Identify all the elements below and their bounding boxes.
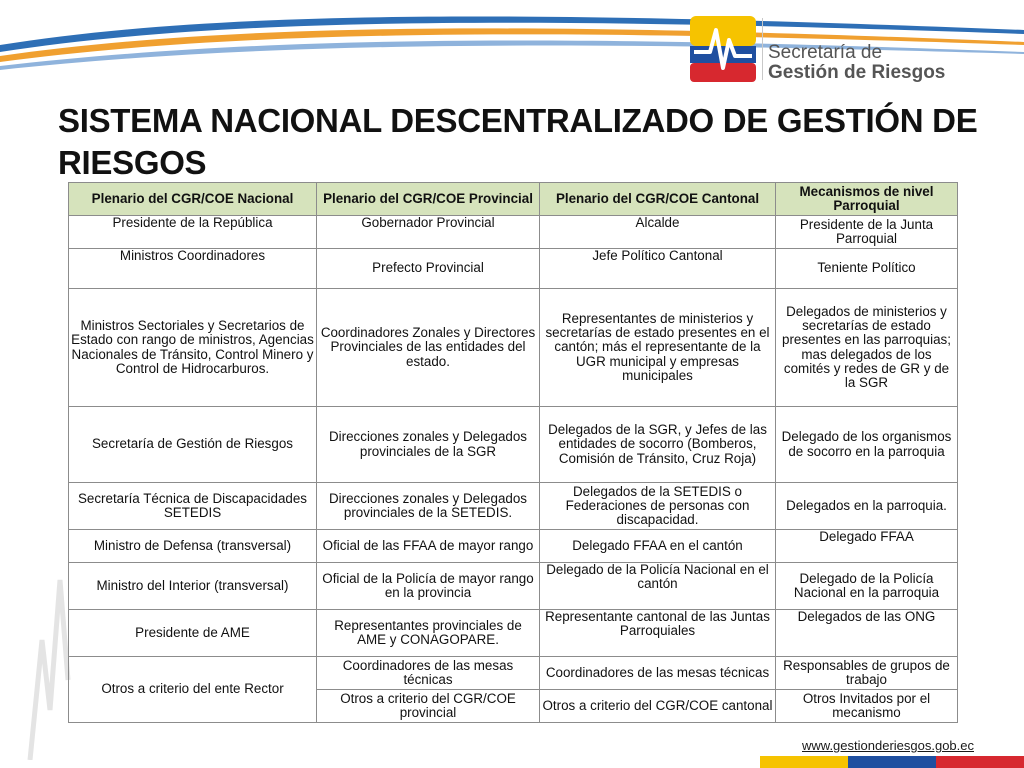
table-cell: Direcciones zonales y Delegados provinciales de la SETEDIS.	[317, 483, 540, 530]
table-cell: Ministro del Interior (transversal)	[69, 563, 317, 610]
table-cell: Ministros Coordinadores	[69, 249, 317, 289]
table-cell: Presidente de la República	[69, 216, 317, 249]
table-cell: Otros Invitados por el mecanismo	[776, 690, 958, 723]
agency-logo	[690, 16, 950, 86]
table-cell: Ministros Sectoriales y Secretarios de Estado con rango de ministros, Agencias Nacionales de Tránsito, Control Minero y Control de Hidrocarburos.	[69, 289, 317, 407]
header-cell: Plenario del CGR/COE Provincial	[317, 183, 540, 216]
header-cell: Mecanismos de nivel Parroquial	[776, 183, 958, 216]
table-row	[69, 216, 958, 249]
table-cell: Delegados de la SGR, y Jefes de las entidades de socorro (Bomberos, Comisión de Tránsito, Cruz Roja)	[540, 407, 776, 483]
table-row	[69, 407, 958, 483]
table-cell: Otros a criterio del ente Rector	[69, 657, 317, 723]
table-cell: Teniente Político	[776, 249, 958, 289]
risk-system-table	[68, 182, 958, 723]
table-cell: Ministro de Defensa (transversal)	[69, 530, 317, 563]
table-cell: Coordinadores de las mesas técnicas	[317, 657, 540, 690]
table-cell: Representantes provinciales de AME y CONAGOPARE.	[317, 610, 540, 657]
table-cell: Delegados en la parroquia.	[776, 483, 958, 530]
header-cell: Plenario del CGR/COE Cantonal	[540, 183, 776, 216]
table-cell: Delegado de la Policía Nacional en el cantón	[540, 563, 776, 610]
logo-text-line2: Gestión de Riesgos	[768, 62, 946, 83]
table-row	[69, 249, 958, 289]
header-cell: Plenario del CGR/COE Nacional	[69, 183, 317, 216]
table-header-row	[69, 183, 958, 216]
table-cell: Delegado FFAA	[776, 530, 958, 563]
table-cell: Direcciones zonales y Delegados provinciales de la SGR	[317, 407, 540, 483]
table-cell: Otros a criterio del CGR/COE provincial	[317, 690, 540, 723]
flag-pulse-icon	[690, 16, 756, 82]
table-cell: Representante cantonal de las Juntas Parroquiales	[540, 610, 776, 657]
table-cell: Delegados de ministerios y secretarías de estado presentes en las parroquias; mas delegados de los comités y redes de GR y de la SGR	[776, 289, 958, 407]
table-row	[69, 563, 958, 610]
logo-text-line1: Secretaría de	[768, 42, 883, 63]
table-cell: Presidente de la Junta Parroquial	[776, 216, 958, 249]
website-link[interactable]: www.gestionderiesgos.gob.ec	[802, 738, 974, 753]
table-cell: Responsables de grupos de trabajo	[776, 657, 958, 690]
table-cell: Delegados de las ONG	[776, 610, 958, 657]
table-cell: Coordinadores Zonales y Directores Provinciales de las entidades del estado.	[317, 289, 540, 407]
table-cell: Delegado FFAA en el cantón	[540, 530, 776, 563]
table-cell: Secretaría de Gestión de Riesgos	[69, 407, 317, 483]
table-row	[69, 657, 958, 690]
table-row	[69, 289, 958, 407]
logo-separator	[762, 18, 763, 80]
table-cell: Delegado de los organismos de socorro en la parroquia	[776, 407, 958, 483]
table-row	[69, 483, 958, 530]
table-row	[69, 530, 958, 563]
table-cell: Presidente de AME	[69, 610, 317, 657]
table-cell: Oficial de la Policía de mayor rango en la provincia	[317, 563, 540, 610]
table-cell: Coordinadores de las mesas técnicas	[540, 657, 776, 690]
page-title: SISTEMA NACIONAL DESCENTRALIZADO DE GESTIÓN DE RIESGOS	[58, 102, 978, 181]
table-cell: Representantes de ministerios y secretarías de estado presentes en el cantón; más el representante de la UGR municipal y empresas municipales	[540, 289, 776, 407]
table-cell: Delegado de la Policía Nacional en la parroquia	[776, 563, 958, 610]
table-cell: Jefe Político Cantonal	[540, 249, 776, 289]
table-cell: Secretaría Técnica de Discapacidades SETEDIS	[69, 483, 317, 530]
table-row	[69, 610, 958, 657]
table-cell: Alcalde	[540, 216, 776, 249]
table-cell: Otros a criterio del CGR/COE cantonal	[540, 690, 776, 723]
footer-stripe	[760, 756, 1024, 768]
table-cell: Prefecto Provincial	[317, 249, 540, 289]
table-cell: Delegados de la SETEDIS o Federaciones de personas con discapacidad.	[540, 483, 776, 530]
table-cell: Oficial de las FFAA de mayor rango	[317, 530, 540, 563]
table-cell: Gobernador Provincial	[317, 216, 540, 249]
